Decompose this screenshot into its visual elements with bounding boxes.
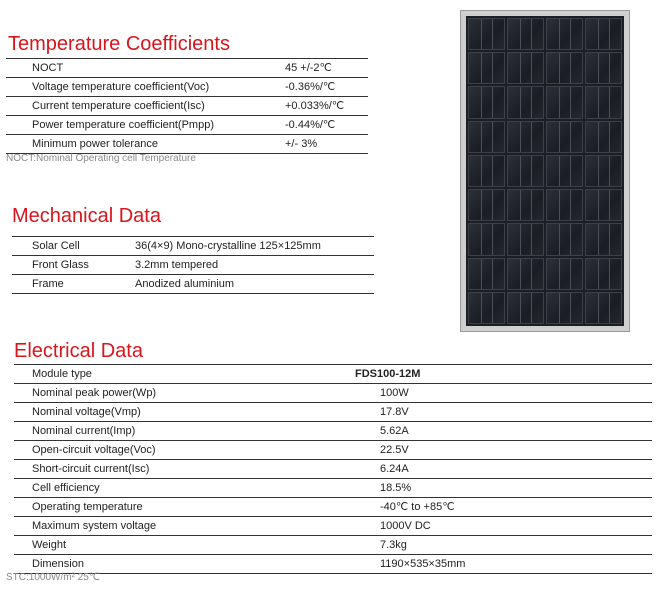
row-value: +/- 3%	[285, 138, 318, 150]
row-value: -40℃ to +85℃	[380, 501, 455, 513]
solar-cell	[468, 52, 505, 84]
row-value: 6.24A	[380, 463, 409, 475]
row-label: Power temperature coefficient(Pmpp)	[32, 119, 214, 131]
solar-cell	[585, 121, 622, 153]
row-label: Solar Cell	[32, 240, 80, 252]
row-value: 5.62A	[380, 425, 409, 437]
solar-cell	[546, 223, 583, 255]
solar-cell	[546, 18, 583, 50]
row-value: 45 +/-2℃	[285, 62, 332, 74]
table-row	[12, 275, 374, 294]
table-header-row	[14, 365, 652, 384]
table-row	[6, 59, 368, 78]
row-label: Short-circuit current(Isc)	[32, 463, 150, 475]
solar-cell	[468, 155, 505, 187]
solar-cell	[585, 52, 622, 84]
solar-cell	[546, 52, 583, 84]
row-label: Open-circuit voltage(Voc)	[32, 444, 156, 456]
solar-cell	[468, 86, 505, 118]
solar-cell	[507, 189, 544, 221]
row-label: Front Glass	[32, 259, 89, 271]
table-row	[14, 498, 652, 517]
noct-note: NOCT:Nominal Operating cell Temperature	[6, 153, 196, 164]
table-row	[12, 237, 374, 256]
table-row	[14, 384, 652, 403]
solar-cell	[546, 292, 583, 324]
row-label: Dimension	[32, 558, 84, 570]
solar-cell	[507, 52, 544, 84]
solar-cell	[546, 189, 583, 221]
table-row	[14, 517, 652, 536]
solar-cell	[468, 121, 505, 153]
row-label: Frame	[32, 278, 64, 290]
table-row	[14, 403, 652, 422]
row-value: 17.8V	[380, 406, 409, 418]
temperature-table	[6, 58, 368, 154]
electrical-data-title: Electrical Data	[14, 340, 143, 362]
solar-cell	[546, 121, 583, 153]
table-row	[12, 256, 374, 275]
panel-cell-grid	[466, 16, 624, 326]
table-row	[14, 536, 652, 555]
mechanical-data-title: Mechanical Data	[12, 205, 161, 227]
row-value: 100W	[380, 387, 409, 399]
row-label: Nominal voltage(Vmp)	[32, 406, 141, 418]
row-label: Current temperature coefficient(Isc)	[32, 100, 205, 112]
header-label: Module type	[32, 368, 92, 380]
row-label: Nominal current(Imp)	[32, 425, 136, 437]
row-value: -0.44%/℃	[285, 119, 336, 131]
row-value: -0.36%/℃	[285, 81, 336, 93]
solar-cell	[507, 155, 544, 187]
table-row	[6, 135, 368, 154]
solar-cell	[546, 258, 583, 290]
solar-cell	[585, 189, 622, 221]
solar-cell	[507, 86, 544, 118]
row-value: 3.2mm tempered	[135, 259, 219, 271]
row-label: Minimum power tolerance	[32, 138, 158, 150]
table-row	[6, 78, 368, 97]
solar-cell	[507, 223, 544, 255]
table-row	[14, 555, 652, 574]
row-value: 1190×535×35mm	[380, 558, 466, 570]
row-value: 7.3kg	[380, 539, 407, 551]
row-label: Operating temperature	[32, 501, 143, 513]
solar-cell	[468, 223, 505, 255]
table-row	[6, 97, 368, 116]
mechanical-table	[12, 236, 374, 294]
solar-cell	[585, 292, 622, 324]
row-value: 22.5V	[380, 444, 409, 456]
row-label: Voltage temperature coefficient(Voc)	[32, 81, 210, 93]
temperature-coefficients-title: Temperature Coefficients	[8, 33, 230, 55]
table-row	[6, 116, 368, 135]
solar-cell	[546, 155, 583, 187]
row-value: +0.033%/℃	[285, 100, 345, 112]
stc-note: STC:1000W/m² 25℃	[6, 572, 101, 583]
solar-panel-image	[460, 10, 630, 332]
solar-cell	[507, 292, 544, 324]
row-value: 36(4×9) Mono-crystalline 125×125mm	[135, 240, 321, 252]
table-row	[14, 441, 652, 460]
row-value: Anodized aluminium	[135, 278, 235, 290]
solar-cell	[585, 86, 622, 118]
header-value: FDS100-12M	[355, 368, 421, 380]
table-row	[14, 479, 652, 498]
row-label: NOCT	[32, 62, 64, 74]
solar-cell	[468, 18, 505, 50]
solar-cell	[546, 86, 583, 118]
row-value: 18.5%	[380, 482, 412, 494]
solar-cell	[585, 223, 622, 255]
solar-cell	[585, 18, 622, 50]
row-label: Cell efficiency	[32, 482, 100, 494]
electrical-table	[14, 364, 652, 574]
solar-cell	[468, 292, 505, 324]
row-label: Maximum system voltage	[32, 520, 157, 532]
solar-cell	[507, 18, 544, 50]
solar-cell	[585, 258, 622, 290]
solar-cell	[585, 155, 622, 187]
table-row	[14, 422, 652, 441]
table-row	[14, 460, 652, 479]
row-label: Nominal peak power(Wp)	[32, 387, 157, 399]
row-value: 1000V DC	[380, 520, 431, 532]
row-label: Weight	[32, 539, 67, 551]
solar-cell	[507, 121, 544, 153]
solar-cell	[468, 258, 505, 290]
solar-cell	[507, 258, 544, 290]
solar-cell	[468, 189, 505, 221]
